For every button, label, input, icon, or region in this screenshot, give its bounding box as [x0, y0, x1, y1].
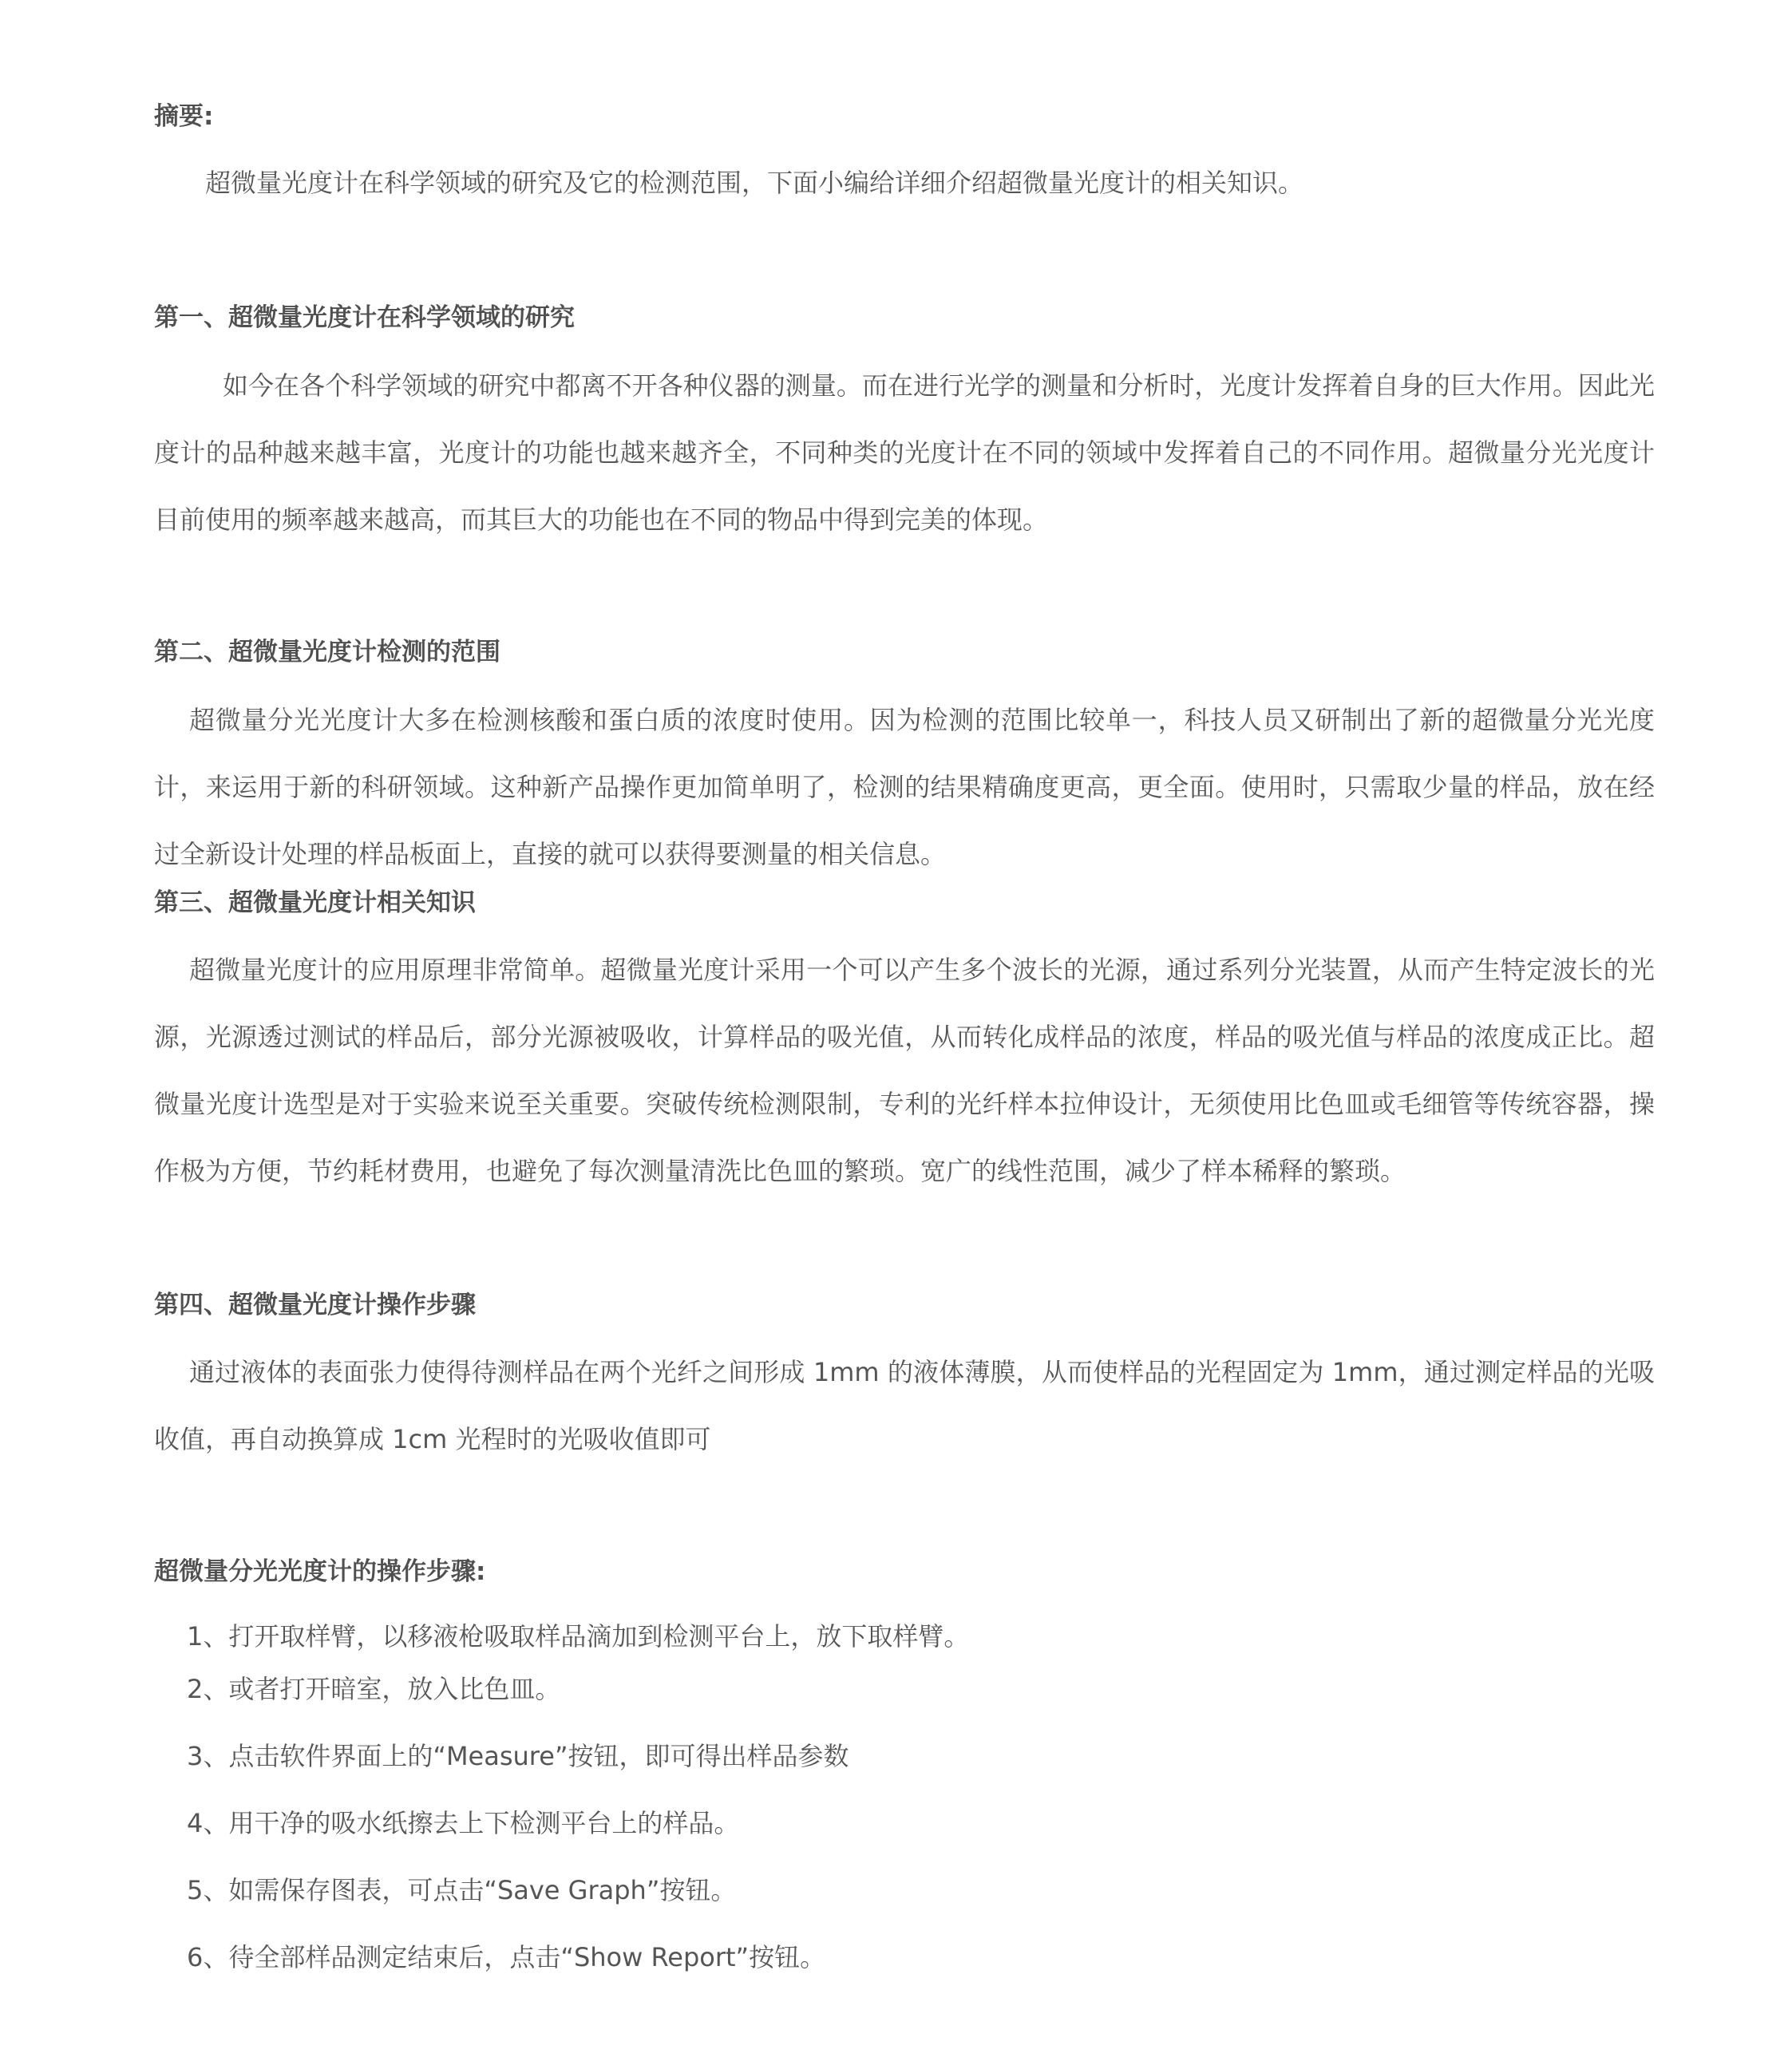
- section-3-heading: 第三、超微量光度计相关知识: [154, 888, 476, 917]
- step-item: 3、点击软件界面上的“Measure”按钮，即可得出样品参数: [187, 1741, 849, 1771]
- section-2-heading: 第二、超微量光度计检测的范围: [154, 638, 500, 667]
- step-item: 1、打开取样臂，以移液枪吸取样品滴加到检测平台上，放下取样臂。: [187, 1621, 970, 1652]
- section-1-heading: 第一、超微量光度计在科学领域的研究: [154, 303, 575, 332]
- step-item: 2、或者打开暗室，放入比色皿。: [187, 1674, 561, 1704]
- step-item: 4、用干净的吸水纸擦去上下检测平台上的样品。: [187, 1808, 740, 1838]
- section-3-text: 超微量光度计的应用原理非常简单。超微量光度计采用一个可以产生多个波长的光源，通过系列分光装置，从而产生特定波长的光源，光源透过测试的样品后，部分光源被吸收，计算样品的吸光值，从而转化成样品的浓度，样品的吸光值与样品的浓度成正比。超微量光度计选型是对于实验来说至关重要。突破传统检测限制，专利的光纤样本拉伸设计，无须使用比色皿或毛细管等传统容器，操作极为方便，节约耗材费用，也避免了每次测量清洗比色皿的繁琐。宽广的线性范围，减少了样本稀释的繁琐。: [154, 955, 1655, 1186]
- step-item: 5、如需保存图表，可点击“Save Graph”按钮。: [187, 1875, 737, 1905]
- steps-heading: 超微量分光光度计的操作步骤:: [154, 1557, 486, 1586]
- section-4-heading: 第四、超微量光度计操作步骤: [154, 1291, 476, 1319]
- abstract-heading: 摘要:: [154, 102, 214, 131]
- step-item: 6、待全部样品测定结束后，点击“Show Report”按钮。: [187, 1942, 826, 1972]
- section-4-text: 通过液体的表面张力使得待测样品在两个光纤之间形成 1mm 的液体薄膜，从而使样品的光程固定为 1mm，通过测定样品的光吸收值，再自动换算成 1cm 光程时的光吸收值即可: [154, 1357, 1655, 1454]
- section-1-text: 如今在各个科学领域的研究中都离不开各种仪器的测量。而在进行光学的测量和分析时，光度计发挥着自身的巨大作用。因此光度计的品种越来越丰富，光度计的功能也越来越齐全，不同种类的光度计在不同的领域中发挥着自己的不同作用。超微量分光光度计目前使用的频率越来越高，而其巨大的功能也在不同的物品中得到完美的体现。: [154, 370, 1655, 535]
- abstract-text: 超微量光度计在科学领域的研究及它的检测范围，下面小编给详细介绍超微量光度计的相关知识。: [205, 168, 1304, 198]
- section-2-text: 超微量分光光度计大多在检测核酸和蛋白质的浓度时使用。因为检测的范围比较单一，科技人员又研制出了新的超微量分光光度计，来运用于新的科研领域。这种新产品操作更加简单明了，检测的结果精确度更高，更全面。使用时，只需取少量的样品，放在经过全新设计处理的样品板面上，直接的就可以获得要测量的相关信息。: [154, 705, 1655, 869]
